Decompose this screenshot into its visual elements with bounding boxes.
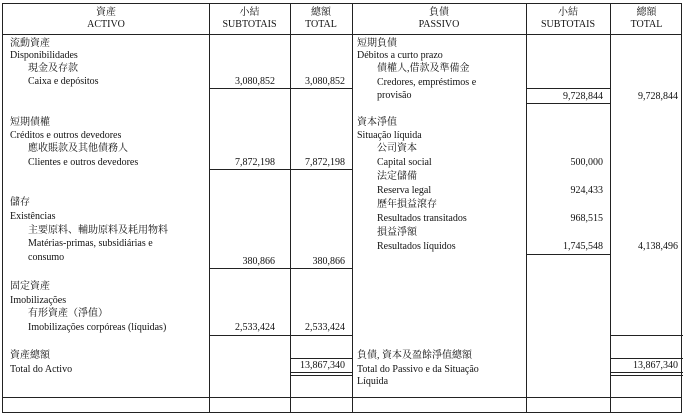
current-heading-cn: 流動資產 xyxy=(10,38,50,49)
inventory-item-cn: 主要原料、輔助原料及耗用物料 xyxy=(28,225,168,236)
current-total: 3,080,852 xyxy=(305,76,345,87)
header-subtotal2-pt: SUBTOTAIS xyxy=(540,19,596,30)
receivables-underline xyxy=(209,169,352,170)
reserve-pt: Reserva legal xyxy=(377,185,432,196)
receivables-subtotal: 7,872,198 xyxy=(235,157,275,168)
current-item-pt: Caixa e depósitos xyxy=(28,76,99,87)
equity-total-rule xyxy=(610,335,683,336)
capital-pt: Capital social xyxy=(377,157,432,168)
fixed-underline xyxy=(209,335,352,336)
header-total-cn: 總額 xyxy=(311,7,331,18)
fixed-item-cn: 有形資產（淨值） xyxy=(28,308,108,319)
net-cn: 損益淨額 xyxy=(377,227,417,238)
shortterm-item-pt-1: Credores, empréstimos e xyxy=(377,77,477,88)
col-divider xyxy=(610,4,611,412)
shortterm-subtotal-rule xyxy=(526,88,610,89)
total-liab-label-pt-1: Total do Passivo e da Situação xyxy=(357,364,479,375)
retained-cn: 歷年損益滾存 xyxy=(377,199,437,210)
equity-subtotal-rule xyxy=(526,254,610,255)
fixed-heading-cn: 固定資產 xyxy=(10,281,50,292)
header-liab-pt: PASSIVO xyxy=(418,19,460,30)
shortterm-underline xyxy=(526,103,610,104)
receivables-item-cn: 應收賬款及其他債務人 xyxy=(28,143,128,154)
fixed-total: 2,533,424 xyxy=(305,322,345,333)
inventory-item-pt-1: Matérias-primas, subsidiárias e xyxy=(28,238,153,249)
shortterm-heading-cn: 短期負債 xyxy=(357,38,397,49)
header-total-pt: TOTAL xyxy=(305,19,337,30)
inventory-subtotal: 380,866 xyxy=(242,256,275,267)
current-item-cn: 現金及存款 xyxy=(28,63,78,74)
reserve-cn: 法定儲備 xyxy=(377,171,417,182)
total-liab-value: 13,867,340 xyxy=(633,360,678,371)
total-assets-label-cn: 資產總額 xyxy=(10,350,50,361)
equity-heading-cn: 資本淨值 xyxy=(357,117,397,128)
current-heading-pt: Disponibilidades xyxy=(10,50,78,61)
fixed-subtotal: 2,533,424 xyxy=(235,322,275,333)
total-assets-top-rule xyxy=(290,358,352,359)
inventory-total: 380,866 xyxy=(312,256,345,267)
header-asset-pt: ACTIVO xyxy=(87,19,125,30)
equity-heading-pt: Situação líquida xyxy=(357,130,422,141)
receivables-total: 7,872,198 xyxy=(305,157,345,168)
col-divider xyxy=(352,4,353,412)
current-underline xyxy=(209,88,352,89)
header-asset-cn: 資產 xyxy=(96,7,116,18)
shortterm-item-pt-2: provisão xyxy=(377,90,412,101)
shortterm-heading-pt: Débitos a curto prazo xyxy=(357,50,443,61)
col-divider xyxy=(209,4,210,412)
col-divider xyxy=(526,4,527,412)
total-liab-double-rule xyxy=(610,372,683,376)
capital-cn: 公司資本 xyxy=(377,143,417,154)
shortterm-total: 9,728,844 xyxy=(638,91,678,102)
equity-total: 4,138,496 xyxy=(638,241,678,252)
balance-sheet-table xyxy=(2,3,682,413)
total-assets-double-rule xyxy=(290,372,352,376)
inventory-item-pt-2: consumo xyxy=(28,252,65,263)
net-pt: Resultados líquidos xyxy=(377,241,456,252)
receivables-heading-cn: 短期債權 xyxy=(10,117,50,128)
receivables-heading-pt: Créditos e outros devedores xyxy=(10,130,122,141)
total-assets-value: 13,867,340 xyxy=(300,360,345,371)
capital-value: 500,000 xyxy=(570,157,603,168)
receivables-item-pt: Clientes e outros devedores xyxy=(28,157,139,168)
shortterm-item-cn: 債權人,借款及準備金 xyxy=(377,63,470,74)
header-total2-pt: TOTAL xyxy=(630,19,663,30)
header-subtotal2-cn: 小結 xyxy=(558,7,578,18)
total-assets-label-pt: Total do Activo xyxy=(10,364,73,375)
shortterm-subtotal: 9,728,844 xyxy=(563,91,603,102)
inventory-heading-pt: Existências xyxy=(10,211,56,222)
footer-rule xyxy=(3,397,681,398)
fixed-item-pt: Imobilizações corpóreas (líquidas) xyxy=(28,322,167,333)
fixed-heading-pt: Imobilizações xyxy=(10,295,67,306)
header-total2-cn: 總額 xyxy=(636,7,657,18)
total-liab-label-pt-2: Líquida xyxy=(357,376,389,387)
reserve-value: 924,433 xyxy=(570,185,603,196)
inventory-heading-cn: 儲存 xyxy=(10,197,30,208)
total-liab-label-cn: 負債, 資本及盈餘淨值總額 xyxy=(357,350,472,361)
total-liab-top-rule xyxy=(610,358,683,359)
header-liab-cn: 負債 xyxy=(429,7,449,18)
header-subtotal-pt: SUBTOTAIS xyxy=(222,19,277,30)
col-divider xyxy=(290,4,291,412)
retained-pt: Resultados transitados xyxy=(377,213,467,224)
net-value: 1,745,548 xyxy=(563,241,603,252)
retained-value: 968,515 xyxy=(570,213,603,224)
current-subtotal: 3,080,852 xyxy=(235,76,275,87)
header-subtotal-cn: 小結 xyxy=(239,7,260,18)
inventory-underline xyxy=(209,268,352,269)
header-rule xyxy=(3,34,681,35)
